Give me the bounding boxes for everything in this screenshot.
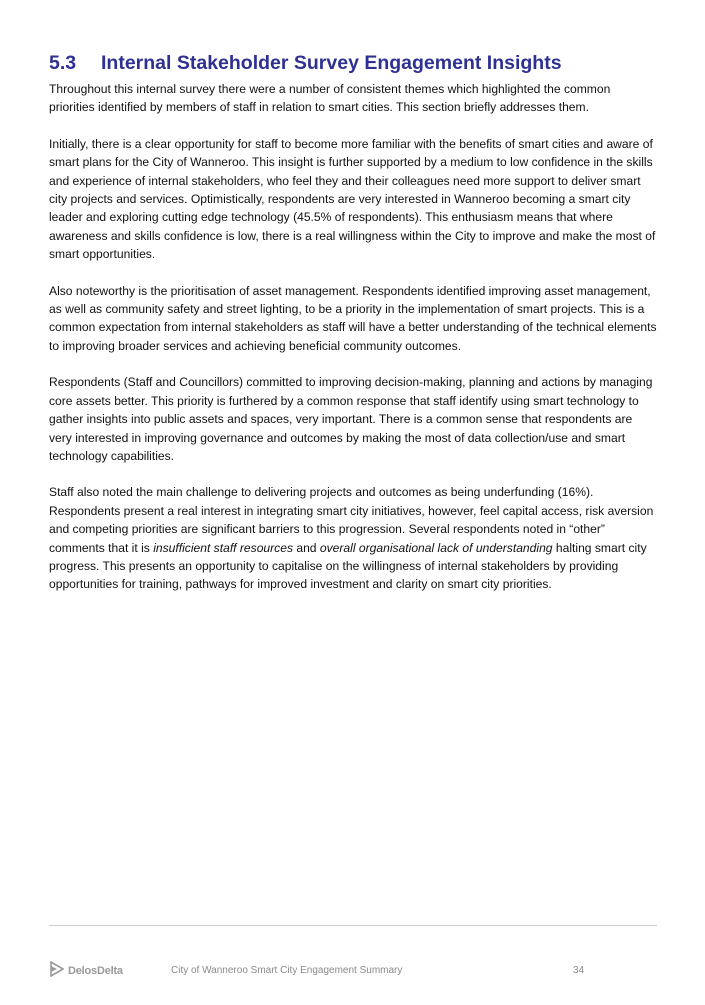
- paragraph-challenges-part2: and: [293, 540, 320, 555]
- paragraph-asset-management: Also noteworthy is the prioritisation of asset management. Respondents identified improving asset management, as well as community safety and street lighting, to be a priority in the implementation of smart projects. This is a common expectation from internal stakeholders as staff will have a better understanding of the technical elements to improving broader services and achieving beneficial community outcomes.: [49, 283, 657, 353]
- footer-logo-text: DelosDelta: [68, 965, 123, 977]
- paragraph-challenges-italic2: overall organisational lack of understanding: [319, 540, 553, 555]
- section-number: 5.3: [49, 52, 77, 74]
- section-heading: [49, 49, 669, 77]
- paragraph-decision-making: Respondents (Staff and Councillors) committed to improving decision-making, planning and actions by managing core assets better. This priority is furthered by a common response that staff identify using smart technology to gather insights into public assets and spaces, very important. There is a common sense that respondents are very interested in improving governance and outcomes by making the most of data collection/use and smart technology capabilities.: [49, 375, 653, 463]
- footer-divider: [49, 925, 657, 926]
- paragraph-awareness: Initially, there is a clear opportunity for staff to become more familiar with the benefits of smart cities and aware of smart plans for the City of Wanneroo. This insight is further supported by a medium to low confidence in the skills and experience of internal stakeholders, who feel they and their colleagues need more support to deliver smart city projects and services. Optimistically, respondents are very interested in Wanneroo becoming a smart city leader and exploring cutting edge technology (45.5% of respondents). This enthusiasm means that where awareness and skills confidence is low, there is a real willingness within the City to improve and make the most of smart opportunities.: [49, 136, 656, 262]
- paragraph-intro: Throughout this internal survey there were a number of consistent themes which highlighted the common priorities identified by members of staff in relation to smart cities. This section briefly addresses them.: [49, 82, 611, 115]
- paragraph-challenges-italic1: insufficient staff resources: [153, 540, 293, 555]
- section-title: Internal Stakeholder Survey Engagement Insights: [101, 52, 562, 74]
- footer-document-title: City of Wanneroo Smart City Engagement Summary: [171, 965, 403, 976]
- body-content: [49, 80, 657, 612]
- footer-logo: [50, 962, 123, 980]
- paragraph-challenges: [49, 483, 657, 593]
- paragraph-challenges-part3: halting smart city progress. This presents an opportunity to capitalise on the willingness of internal stakeholders by providing opportunities for training, pathways for improved investment and clarity on smart city priorities.: [49, 540, 647, 592]
- delos-delta-triangle-icon: [50, 961, 64, 982]
- paragraph-challenges-part1: Staff also noted the main challenge to delivering projects and outcomes as being underfunding (16%). Respondents present a real interest in integrating smart city initiatives, however, feel capital access, risk aversion and competing priorities are significant barriers to this progression. Several respondents noted in “other” comments that it is: [49, 485, 654, 555]
- footer-page-number: 34: [573, 965, 585, 976]
